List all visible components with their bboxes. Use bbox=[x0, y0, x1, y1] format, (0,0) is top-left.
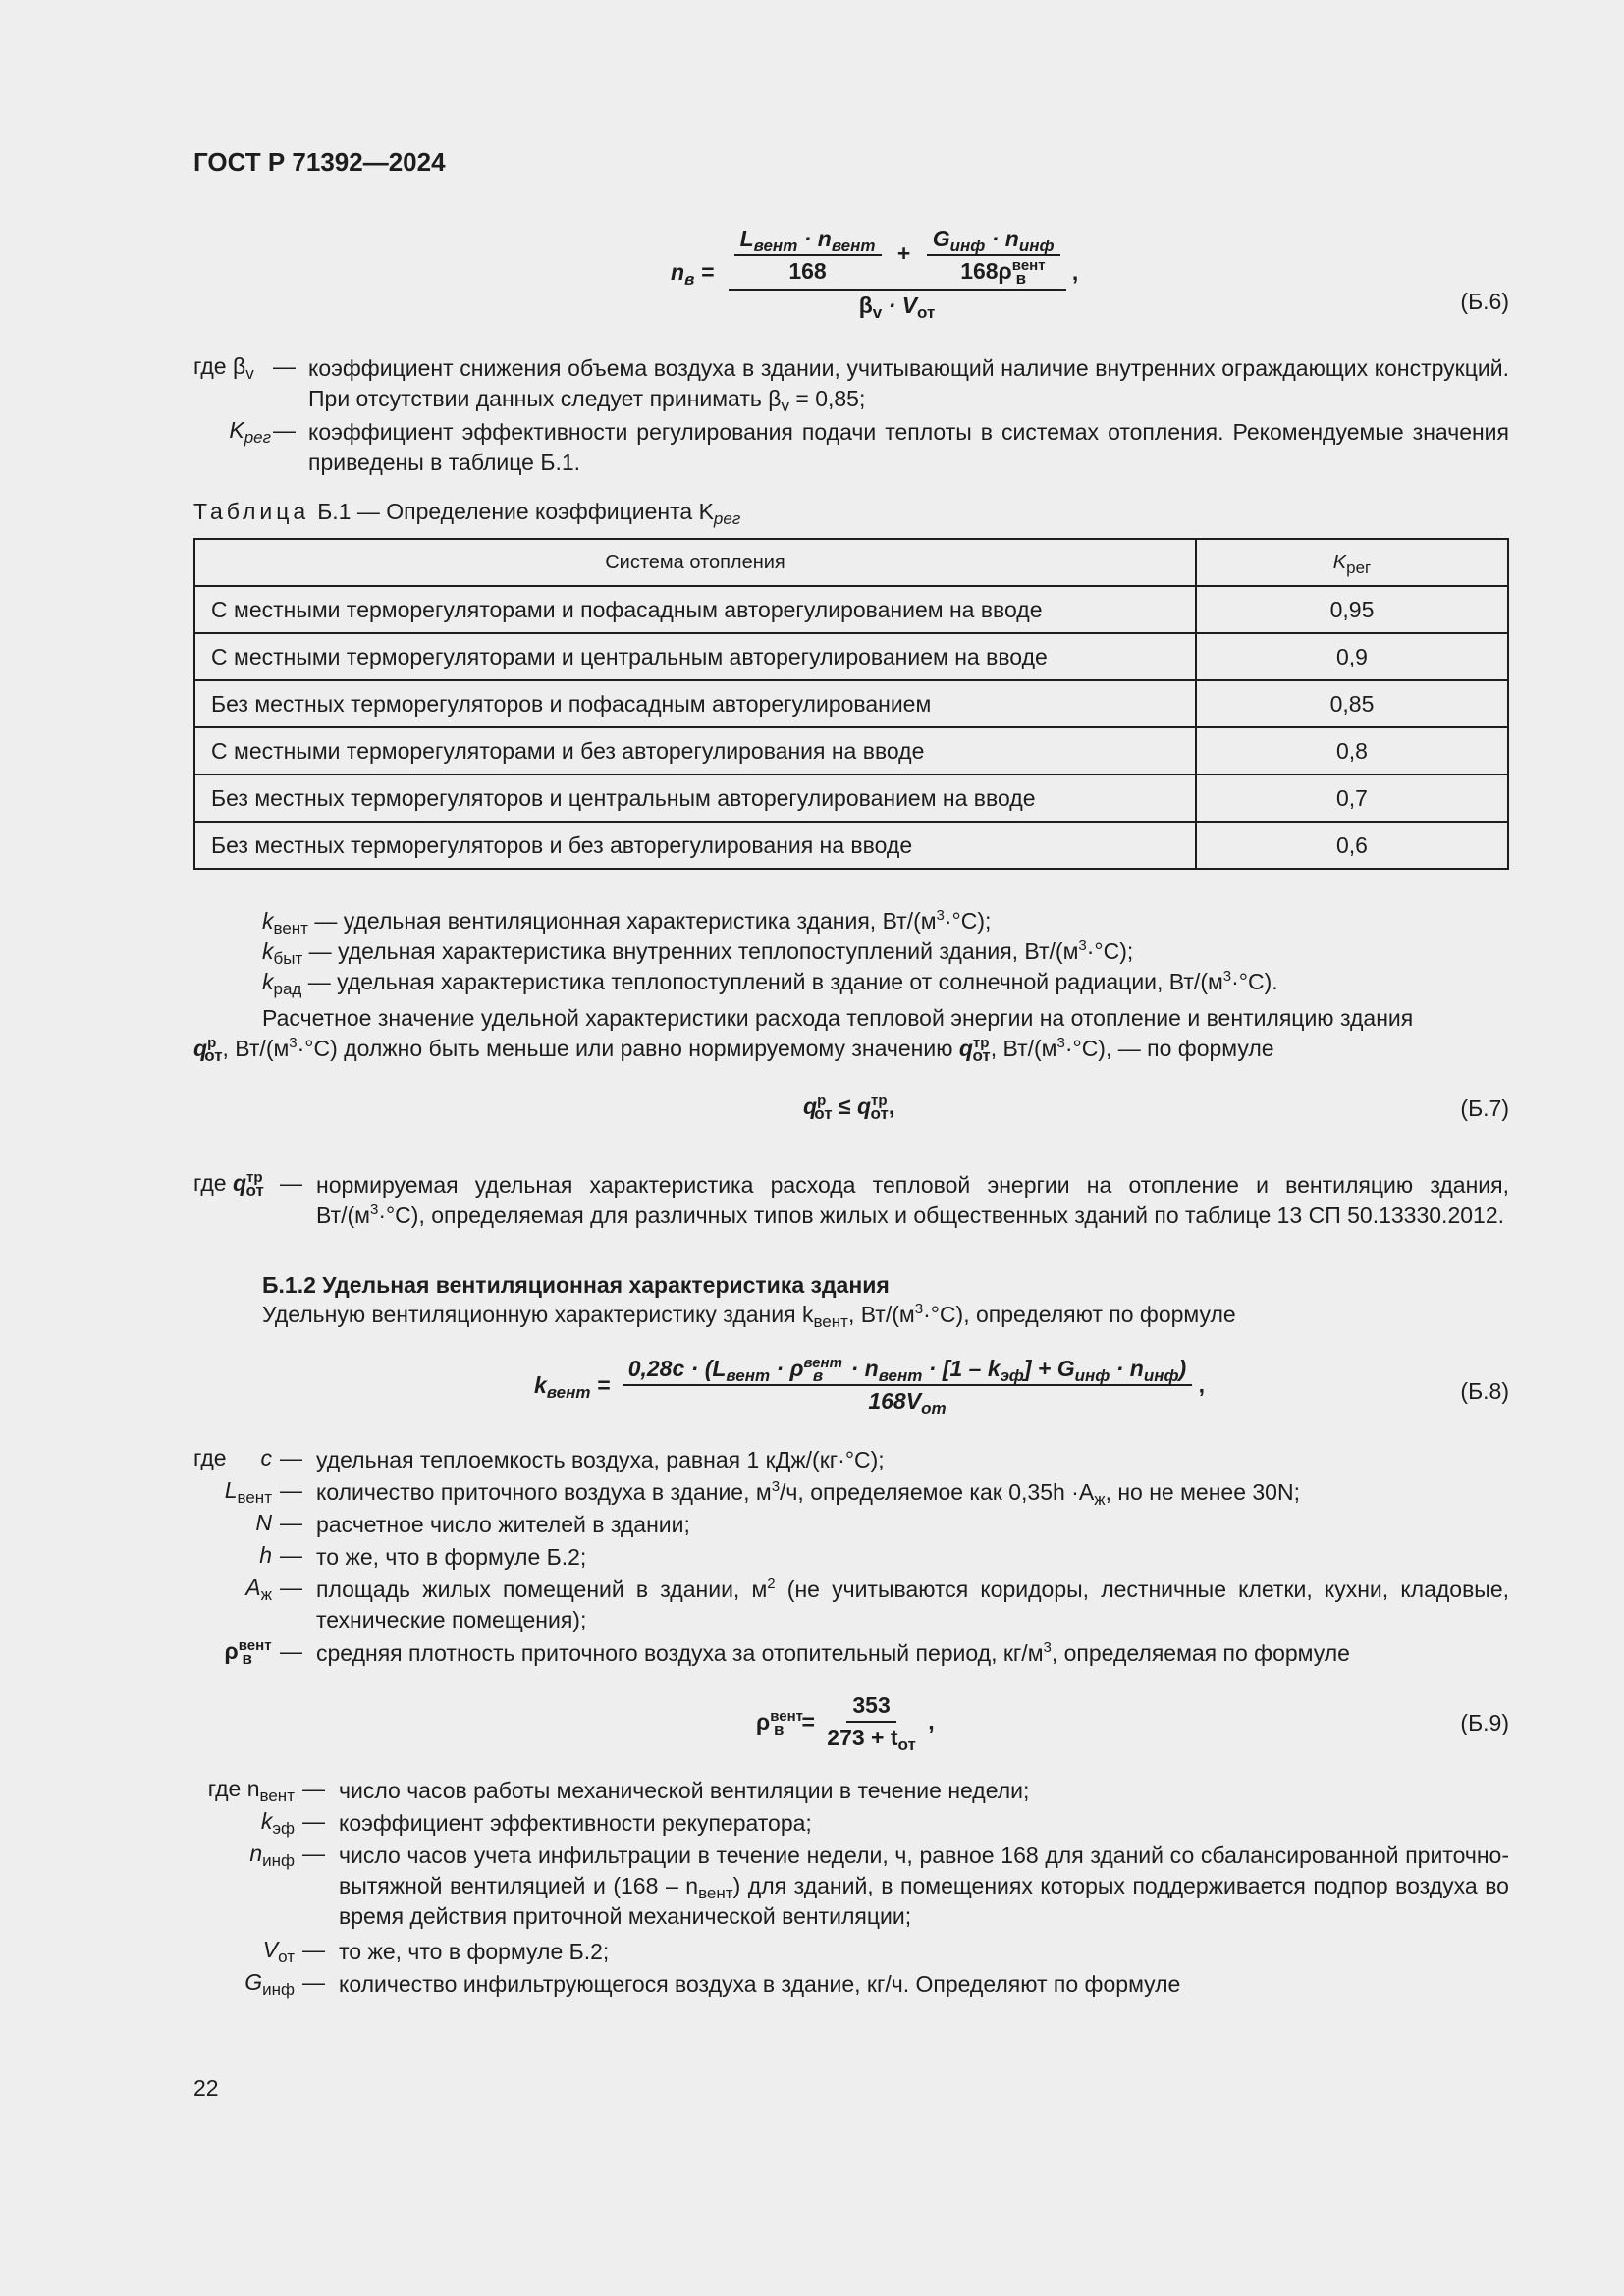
page-number: 22 bbox=[193, 2075, 219, 2101]
table-header-row bbox=[194, 539, 1508, 586]
table-cell-k: 0,8 bbox=[1196, 727, 1508, 774]
def-dash: — bbox=[302, 1776, 325, 1801]
def-keff-label: $k_{эф}$ bbox=[260, 1808, 295, 1838]
def-n-label: N bbox=[255, 1510, 272, 1535]
table-caption: Таблица Б.1 — Определение коэффициента $K_{рег}$ bbox=[193, 499, 741, 528]
heating-system-table bbox=[193, 538, 1509, 870]
def-dash: — bbox=[302, 1841, 325, 1866]
def-beta-text: коэффициент снижения объема воздуха в здании, учитывающий наличие внутренних ограждающих конструкций. При отсутствии данных следует принимать $\beta_v = 0,85$; bbox=[308, 355, 1509, 415]
def-krad: $k_{рад}$ — удельная характеристика теплопоступлений в здание от солнечной радиации, $Вт/(м^3\cdot^\circ С)$. bbox=[262, 968, 1278, 998]
table-row bbox=[194, 822, 1508, 869]
def-ginf-label: $G_{инф}$ bbox=[244, 1969, 295, 1999]
def-ginf-text: количество инфильтрующегося воздуха в здание, кг/ч. Определяют по формуле bbox=[339, 1971, 1181, 1997]
table-row bbox=[194, 680, 1508, 727]
table-cell-k: 0,7 bbox=[1196, 774, 1508, 822]
def-ninf-label: $n_{инф}$ bbox=[249, 1841, 295, 1870]
def-q-label: где $q^{тр}_{от}$ bbox=[193, 1169, 264, 1200]
def-dash: — bbox=[280, 1575, 302, 1600]
def-n-text: расчетное число жителей в здании; bbox=[316, 1512, 690, 1537]
def-dash: — bbox=[302, 1937, 325, 1962]
def-keff-text: коэффициент эффективности рекуператора; bbox=[339, 1810, 812, 1836]
defs3-where: где bbox=[193, 1445, 227, 1470]
def-a-label: $A_ж$ bbox=[245, 1575, 272, 1604]
def-h-text: то же, что в формуле Б.2; bbox=[316, 1544, 587, 1570]
table-row bbox=[194, 727, 1508, 774]
table-cell-k: 0,9 bbox=[1196, 633, 1508, 680]
table-cell-k: 0,6 bbox=[1196, 822, 1508, 869]
table-row bbox=[194, 586, 1508, 633]
section-heading: Б.1.2 Удельная вентиляционная характеристика здания bbox=[262, 1272, 890, 1298]
document-header: ГОСТ Р 71392—2024 bbox=[193, 147, 446, 177]
def-h-label: h bbox=[259, 1542, 272, 1568]
def-kreg-label: $K_{рег}$ bbox=[229, 417, 271, 447]
def-dash: — bbox=[280, 1477, 302, 1503]
table-cell-k: 0,95 bbox=[1196, 586, 1508, 633]
table-cell-k: 0,85 bbox=[1196, 680, 1508, 727]
def-dash: — bbox=[273, 353, 296, 379]
def-rho-text: средняя плотность приточного воздуха за отопительный период, $кг/м^3$, определяемая по формуле bbox=[316, 1639, 1350, 1666]
equation-b7: $q^р_{от} \le q^{тр}_{от}$, bbox=[803, 1093, 895, 1123]
equation-b8-number: (Б.8) bbox=[1460, 1378, 1509, 1404]
section-intro: Удельную вентиляционную характеристику здания $k_{вент}$, $Вт/(м^3\cdot^\circ С)$, определяют по формуле bbox=[262, 1301, 1236, 1331]
table-header-k: $K_{рег}$ bbox=[1196, 539, 1508, 586]
equation-b7-number: (Б.7) bbox=[1460, 1095, 1509, 1121]
def-nvent-text: число часов работы механической вентиляции в течение недели; bbox=[339, 1778, 1030, 1803]
def-kvent: $k_{вент}$ — удельная вентиляционная характеристика здания, $Вт/(м^3\cdot^\circ С)$; bbox=[262, 907, 992, 937]
def-dash: — bbox=[302, 1969, 325, 1995]
def-vot-text: то же, что в формуле Б.2; bbox=[339, 1939, 610, 1964]
def-q-text: нормируемая удельная характеристика расхода тепловой энергии на отопление и вентиляцию здания, $Вт/(м^3\cdot^\circ С)$, определяемая для различных типов жилых и общественных зданий по таблице 13 СП 50.13330.2012. bbox=[316, 1172, 1509, 1228]
def-ninf-text: число часов учета инфильтрации в течение недели, ч, равное 168 для зданий со сбалансированной приточно-вытяжной вентиляцией и $(168 - n_{вент})$ для зданий, в помещениях которых поддерживается подпор воздуха во время действия приточной механической вентиляции; bbox=[339, 1842, 1509, 1929]
def-c-text: удельная теплоемкость воздуха, равная 1 кДж/(кг·°С); bbox=[316, 1447, 885, 1472]
def-dash: — bbox=[280, 1510, 302, 1535]
def-c-label: c bbox=[260, 1445, 272, 1470]
table-cell-system: Без местных терморегуляторов и без авторегулирования на вводе bbox=[194, 822, 1196, 869]
table-cell-system: С местными терморегуляторами и пофасадным авторегулированием на вводе bbox=[194, 586, 1196, 633]
paragraph-calc-value: Расчетное значение удельной характеристики расхода тепловой энергии на отопление и вентиляцию здания $q^р_{от}$, $Вт/(м^3\cdot^\circ С)$ должно быть меньше или равно нормируемому значению $q^{тр}_{от}$, $Вт/(м^3\cdot^\circ С)$, — по формуле bbox=[193, 1005, 1414, 1065]
def-kbyt: $k_{быт}$ — удельная характеристика внутренних теплопоступлений здания, $Вт/(м^3\cdot^\circ С)$; bbox=[262, 937, 1134, 968]
def-lvent-label: $L_{вент}$ bbox=[224, 1477, 272, 1507]
equation-b6: $n_в$ = $\frac{L_{вент} \cdot n_{вент}}{168}$ + $\frac{G_{инф} \cdot n_{инф}}{168\rho^{вент}_в}$ $\beta_v \cdot V_{от}$ , bbox=[671, 226, 1079, 322]
equation-b8: $k_{вент}$ = $\frac{0,28c \cdot (L_{вент} \cdot \rho^{вент}_в \cdot n_{вент} \cdot [1 - k_{эф}] + G_{инф} \cdot n_{инф})}{168V_{от}}$ , bbox=[534, 1355, 1205, 1417]
def-dash: — bbox=[280, 1542, 302, 1568]
table-cell-system: Без местных терморегуляторов и пофасадным авторегулированием bbox=[194, 680, 1196, 727]
table-row bbox=[194, 633, 1508, 680]
table-cell-system: Без местных терморегуляторов и центральным авторегулированием на вводе bbox=[194, 774, 1196, 822]
def-vot-label: $V_{от}$ bbox=[262, 1937, 295, 1966]
table-row bbox=[194, 774, 1508, 822]
def-dash: — bbox=[273, 417, 296, 443]
table-cell-system: С местными терморегуляторами и центральным авторегулированием на вводе bbox=[194, 633, 1196, 680]
equation-b6-number: (Б.6) bbox=[1460, 289, 1509, 314]
def-a-text: площадь жилых помещений в здании, $м^2$ (не учитываются коридоры, лестничные клетки, кухни, кладовые, технические помещения); bbox=[316, 1575, 1510, 1632]
def-kreg-text: коэффициент эффективности регулирования подачи теплоты в системах отопления. Рекомендуемые значения приведены в таблице Б.1. bbox=[308, 419, 1509, 475]
def-lvent-text: количество приточного воздуха в здание, $м^3/ч$, определяемое как $0,35h \cdot A_ж$, но не менее 30N; bbox=[316, 1478, 1300, 1509]
table-header-system: Система отопления bbox=[194, 539, 1196, 586]
def-dash: — bbox=[280, 1445, 302, 1470]
equation-b9: $\rho^{вент}_в$ = $\frac{353}{273 + t_{от}}$ , bbox=[756, 1692, 935, 1754]
def-dash: — bbox=[280, 1638, 302, 1664]
equation-b9-number: (Б.9) bbox=[1460, 1710, 1509, 1735]
def-beta-label: где $\beta_v$ bbox=[193, 353, 254, 383]
table-cell-system: С местными терморегуляторами и без авторегулирования на вводе bbox=[194, 727, 1196, 774]
def-nvent-label: где $n_{вент}$ bbox=[207, 1776, 295, 1805]
def-dash: — bbox=[302, 1808, 325, 1834]
def-rho-label: $\rho^{вент}_в$ bbox=[224, 1637, 272, 1668]
def-dash: — bbox=[280, 1170, 302, 1196]
